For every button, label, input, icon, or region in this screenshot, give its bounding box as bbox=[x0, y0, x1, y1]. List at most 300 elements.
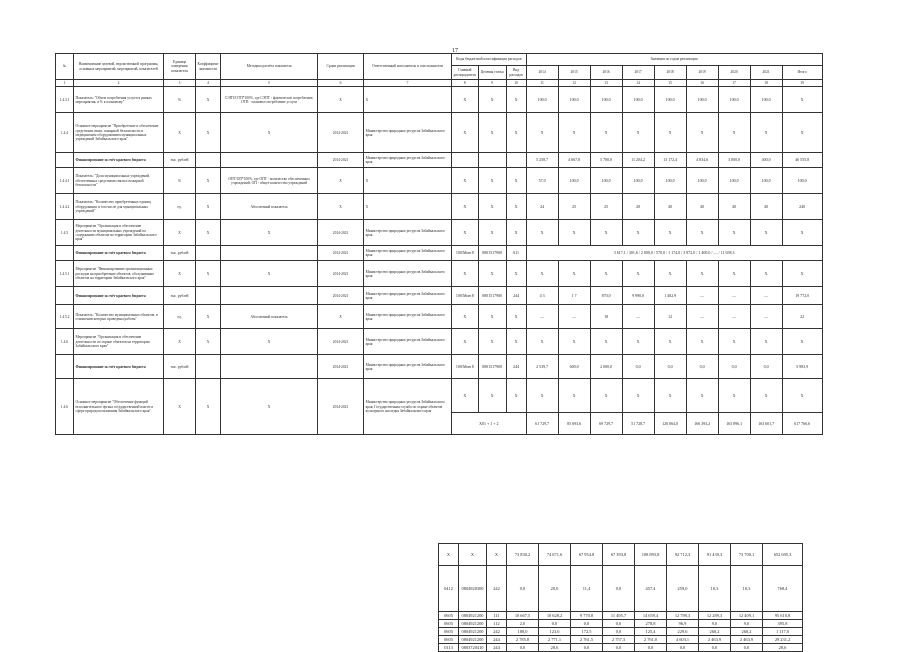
row-responsible: Министерство природных ресурсов Забайкальского края bbox=[364, 287, 452, 305]
sum-value-2018: 2 761,0 bbox=[635, 636, 667, 644]
row-number bbox=[56, 287, 74, 305]
row-coef: X bbox=[196, 220, 221, 246]
row-value-Итого: 22 bbox=[782, 305, 822, 329]
row-value-2016: X bbox=[590, 329, 622, 355]
column-number: 2 bbox=[74, 80, 164, 87]
table-row bbox=[56, 379, 823, 413]
sum-value-2020: 0,0 bbox=[699, 644, 731, 652]
table-row bbox=[56, 261, 823, 287]
sum-value-2020: 260,2 bbox=[699, 628, 731, 636]
row-value-2017: 100,0 bbox=[622, 87, 654, 113]
sum-value-2014: 2 785,8 bbox=[507, 636, 539, 644]
row-value-2018: 12 bbox=[654, 305, 686, 329]
row-value-Итого: X bbox=[782, 261, 822, 287]
table-row bbox=[56, 355, 823, 379]
sum-row bbox=[439, 612, 803, 620]
row-code-gr: 100/Мин 8 bbox=[452, 355, 479, 379]
table-row bbox=[56, 287, 823, 305]
sum-value-2014: 0,0 bbox=[507, 644, 539, 652]
row-value-2020: X bbox=[718, 220, 750, 246]
sum-code-gr: 0605 bbox=[439, 636, 459, 644]
row-code-vr: 611 bbox=[506, 246, 526, 261]
row-value-2021: X bbox=[750, 113, 782, 153]
row-code-cs: X bbox=[478, 113, 506, 153]
sum-row bbox=[439, 644, 803, 652]
column-number: 12 bbox=[558, 80, 590, 87]
table-row bbox=[56, 168, 823, 194]
row-responsible: Министерство природных ресурсов Забайкальского края bbox=[364, 113, 452, 153]
row-value-Итого: X bbox=[782, 87, 822, 113]
row-period: 2014-2021 bbox=[318, 287, 364, 305]
row-code-gr: X bbox=[452, 87, 479, 113]
row-period: 2014-2021 bbox=[318, 113, 364, 153]
sum-value-Итого: 29 231,2 bbox=[763, 636, 803, 644]
row-method: X bbox=[221, 379, 318, 435]
row-coef: X bbox=[196, 87, 221, 113]
row-coef: X bbox=[196, 305, 221, 329]
row-method bbox=[221, 153, 318, 168]
table-row bbox=[56, 220, 823, 246]
row-value-2015: X bbox=[558, 261, 590, 287]
row-code-cs: X bbox=[478, 220, 506, 246]
row-value-2015: 100,0 bbox=[558, 168, 590, 194]
header-year-3: 2017 bbox=[622, 66, 654, 80]
row-value-2015: 4 667,8 bbox=[558, 153, 590, 168]
row-value-2021: 40 bbox=[750, 194, 782, 220]
row-name: Мероприятие "Организация и обеспечение деятельности по охране объектов на территории Забайкальского края" bbox=[74, 329, 164, 355]
sum-value-2016: 0,0 bbox=[571, 620, 603, 628]
sum-code-vr: 242 bbox=[487, 566, 507, 612]
row-period: 2014-2021 bbox=[318, 355, 364, 379]
row-value-2016: 870,0 bbox=[590, 287, 622, 305]
row-value-2015: X bbox=[558, 329, 590, 355]
table-row bbox=[56, 305, 823, 329]
header-budget-code-2: Вид расходов bbox=[506, 66, 526, 80]
sum-value-2019: 92 712,3 bbox=[667, 544, 699, 566]
sum-code-vr: X bbox=[487, 544, 507, 566]
row-value-2018: X bbox=[654, 329, 686, 355]
sum-value-2015: 2 771,1 bbox=[539, 636, 571, 644]
row-code-vr: X bbox=[506, 194, 526, 220]
row-method bbox=[221, 246, 318, 261]
row-value-Итого: 5 983,9 bbox=[782, 355, 822, 379]
page-number: 17 bbox=[452, 48, 458, 54]
sum-value-2019: 229,6 bbox=[667, 628, 699, 636]
sum-value-2016: 11,4 bbox=[571, 566, 603, 612]
header-budget-code-0: Главный распорядитель bbox=[452, 66, 479, 80]
row-value-2018: 100,0 bbox=[654, 168, 686, 194]
row-value-2021: 0,0 bbox=[750, 355, 782, 379]
table-row bbox=[56, 194, 823, 220]
row-unit: тыс. рублей bbox=[164, 153, 196, 168]
sum-value-2018: 457,4 bbox=[635, 566, 667, 612]
row-value-2021: — bbox=[750, 287, 782, 305]
sum-code-gr: X bbox=[439, 544, 459, 566]
header-year-5: 2019 bbox=[686, 66, 718, 80]
row-value-2018: 13 172,4 bbox=[654, 153, 686, 168]
row-number: 1.4.6 bbox=[56, 379, 74, 435]
row-value-2015: 25 bbox=[558, 194, 590, 220]
row-value-2017: X bbox=[622, 261, 654, 287]
row-value-2018: X bbox=[654, 379, 686, 413]
sum-code-gr: 0605 bbox=[439, 628, 459, 636]
header-year-2: 2016 bbox=[590, 66, 622, 80]
row-responsible: Министерство природных ресурсов Забайкальского края bbox=[364, 329, 452, 355]
sum-code-vr: 244 bbox=[487, 636, 507, 644]
sum-value-2020: 91 439,3 bbox=[699, 544, 731, 566]
row-coef: X bbox=[196, 168, 221, 194]
subrow-codes: X01 + 1 + 2 bbox=[452, 413, 527, 435]
sum-value-2014: 0,0 bbox=[507, 566, 539, 612]
row-coef bbox=[196, 355, 221, 379]
row-code-gr: X bbox=[452, 168, 479, 194]
row-value-2020: — bbox=[718, 305, 750, 329]
sum-value-2020: 10,3 bbox=[699, 566, 731, 612]
row-value-2018: 100,0 bbox=[654, 87, 686, 113]
row-value-2017: 9 990,0 bbox=[622, 287, 654, 305]
sum-value-2019: 96,9 bbox=[667, 620, 699, 628]
row-unit: тыс. рублей bbox=[164, 246, 196, 261]
row-code-gr: X bbox=[452, 113, 479, 153]
row-value-Итого: X bbox=[782, 113, 822, 153]
column-number: 6 bbox=[318, 80, 364, 87]
row-code-cs: 0801517900 bbox=[478, 355, 506, 379]
column-number: 4 bbox=[196, 80, 221, 87]
row-period: 2014-2021 bbox=[318, 220, 364, 246]
row-code-gr: X bbox=[452, 261, 479, 287]
sum-value-2021: 0,0 bbox=[731, 644, 763, 652]
table-row bbox=[56, 246, 823, 261]
row-value-2019: — bbox=[686, 287, 718, 305]
row-code-gr: 100/Мин 8 bbox=[452, 287, 479, 305]
sum-value-2016: 172,5 bbox=[571, 628, 603, 636]
row-coef: X bbox=[196, 113, 221, 153]
row-value-2020: X bbox=[718, 261, 750, 287]
row-unit: ед. bbox=[164, 305, 196, 329]
row-period: X bbox=[318, 168, 364, 194]
sum-value-2019: 12 789,3 bbox=[667, 612, 699, 620]
row-value-2019: X bbox=[686, 379, 718, 413]
header-budget-code: Коды бюджетной классификации расходов bbox=[452, 54, 527, 66]
row-value-2018: 40 bbox=[654, 194, 686, 220]
sum-code-cs: 0804921200 bbox=[459, 620, 487, 628]
sum-value-2016: 67 954,8 bbox=[571, 544, 603, 566]
row-responsible: X bbox=[364, 168, 452, 194]
sum-code-cs: 0804921200 bbox=[459, 628, 487, 636]
row-unit: X bbox=[164, 113, 196, 153]
row-number bbox=[56, 355, 74, 379]
row-code-cs: X bbox=[478, 194, 506, 220]
sum-value-2021: 260,2 bbox=[731, 628, 763, 636]
sum-value-2021: 73 700,1 bbox=[731, 544, 763, 566]
sum-value-2019: 4 603,1 bbox=[667, 636, 699, 644]
row-number: 1.4.3.1 bbox=[56, 87, 74, 113]
sum-value-Итого: 395,8 bbox=[763, 620, 803, 628]
row-value-2020: 100,0 bbox=[718, 87, 750, 113]
sum-value-2018: 14 659,4 bbox=[635, 612, 667, 620]
sum-value-Итого: 768,4 bbox=[763, 566, 803, 612]
row-name: Показатель: "Количество муниципальных объектов, в отношении которых проведены работы" bbox=[74, 305, 164, 329]
row-code-cs: X bbox=[478, 261, 506, 287]
row-value-2021: 100,0 bbox=[750, 168, 782, 194]
header-year-8: Итого bbox=[782, 66, 822, 80]
row-value-2017: 0,0 bbox=[622, 355, 654, 379]
row-code-gr: 100/Мин 8 bbox=[452, 246, 479, 261]
row-value-2014: X bbox=[526, 379, 558, 413]
row-code-vr bbox=[506, 153, 526, 168]
row-value-2014: — bbox=[526, 305, 558, 329]
row-code-cs: X bbox=[478, 305, 506, 329]
row-method: X bbox=[221, 113, 318, 153]
row-value-Итого: 46 555,8 bbox=[782, 153, 822, 168]
row-value-2020: 100,0 bbox=[718, 168, 750, 194]
row-method: ОПТ/ОП*100%, где ОПТ - количество обеспеченных учреждений; ОП - общее количество учреждений bbox=[221, 168, 318, 194]
row-code-gr bbox=[452, 153, 479, 168]
sum-value-2020: 2 463,9 bbox=[699, 636, 731, 644]
sum-code-cs: 0803720410 bbox=[459, 644, 487, 652]
row-responsible: Министерство природных ресурсов Забайкальского края bbox=[364, 153, 452, 168]
header-year-1: 2015 bbox=[558, 66, 590, 80]
row-value-Итого: X bbox=[782, 379, 822, 413]
sum-value-2017: 2 757,3 bbox=[603, 636, 635, 644]
row-value-2016: 25 bbox=[590, 194, 622, 220]
row-code-vr: X bbox=[506, 379, 526, 413]
row-number: 1.4.5.2 bbox=[56, 305, 74, 329]
row-responsible: X bbox=[364, 87, 452, 113]
header-year-6: 2020 bbox=[718, 66, 750, 80]
row-code-vr: X bbox=[506, 305, 526, 329]
row-code-vr: X bbox=[506, 220, 526, 246]
row-value-2014: 100,0 bbox=[526, 87, 558, 113]
subrow-value-2020: 163 896,1 bbox=[718, 413, 750, 435]
sum-value-2019: 0,0 bbox=[667, 644, 699, 652]
row-value-2019: 100,0 bbox=[686, 87, 718, 113]
row-value-2018: 0,0 bbox=[654, 355, 686, 379]
row-value-2015: 100,0 bbox=[558, 87, 590, 113]
row-coef bbox=[196, 153, 221, 168]
row-value-2018: X bbox=[654, 261, 686, 287]
row-value-2016: X bbox=[590, 379, 622, 413]
sum-value-2014: 2,0 bbox=[507, 620, 539, 628]
row-name: Финансирование за счёт краевого бюджета bbox=[74, 246, 164, 261]
column-number: 7 bbox=[364, 80, 452, 87]
row-period: X bbox=[318, 194, 364, 220]
sum-code-cs: X bbox=[459, 544, 487, 566]
row-value-Итого: 240 bbox=[782, 194, 822, 220]
sum-value-2015: 28,6 bbox=[539, 644, 571, 652]
column-number: 14 bbox=[622, 80, 654, 87]
row-unit: тыс. рублей bbox=[164, 355, 196, 379]
row-number: 1.4.4.1 bbox=[56, 168, 74, 194]
sum-value-2016: 2 761,5 bbox=[571, 636, 603, 644]
row-value-2014: 24 bbox=[526, 194, 558, 220]
sum-value-2014: 188,0 bbox=[507, 628, 539, 636]
row-code-cs: X bbox=[478, 168, 506, 194]
sum-code-cs: 0804921200 bbox=[459, 636, 487, 644]
subrow-value-2018: 120 064,0 bbox=[654, 413, 686, 435]
column-number: 3 bbox=[164, 80, 196, 87]
sum-value-2017: 67 393,8 bbox=[603, 544, 635, 566]
column-number: 17 bbox=[718, 80, 750, 87]
row-value-2014: 57,0 bbox=[526, 168, 558, 194]
header-year-0: 2014 bbox=[526, 66, 558, 80]
row-value-2019: X bbox=[686, 220, 718, 246]
sum-value-2021: 2 463,9 bbox=[731, 636, 763, 644]
row-name: Финансирование за счёт краевого бюджета bbox=[74, 153, 164, 168]
row-coef: X bbox=[196, 329, 221, 355]
row-name: Мероприятие "Организация и обеспечение деятельности муниципальных учреждений по содержанию объектов на территории Забайкальского края" bbox=[74, 220, 164, 246]
sum-value-2017: 0,0 bbox=[603, 628, 635, 636]
budget-table bbox=[55, 53, 823, 435]
row-value-2017: 100,0 bbox=[622, 168, 654, 194]
row-value-2014: 2 539,7 bbox=[526, 355, 558, 379]
row-value-2021: 100,0 bbox=[750, 87, 782, 113]
sum-value-2017: 0,0 bbox=[603, 620, 635, 628]
row-value-2014: 5 258,7 bbox=[526, 153, 558, 168]
row-unit: X bbox=[164, 329, 196, 355]
sum-value-Итого: 652 695,3 bbox=[763, 544, 803, 566]
sum-value-2017: 11 495,7 bbox=[603, 612, 635, 620]
row-value-2016: 100,0 bbox=[590, 87, 622, 113]
row-value-2014: X bbox=[526, 329, 558, 355]
row-value-2021: 400,0 bbox=[750, 153, 782, 168]
row-name: Показатель: "Доля муниципальных учреждений, обеспеченных средствами связи и пожарной безопасности" bbox=[74, 168, 164, 194]
sum-value-2018: 125,4 bbox=[635, 628, 667, 636]
row-value-2019: — bbox=[686, 305, 718, 329]
subrow-value-2021: 163 601,7 bbox=[750, 413, 782, 435]
row-value-2017: X bbox=[622, 379, 654, 413]
totals-row bbox=[439, 544, 803, 566]
row-value-Итого: 19 772,0 bbox=[782, 287, 822, 305]
row-code-cs: 0801517900 bbox=[478, 287, 506, 305]
sum-value-2015: 123,6 bbox=[539, 628, 571, 636]
row-coef bbox=[196, 246, 221, 261]
row-number: 1.4.5 bbox=[56, 220, 74, 246]
row-code-cs bbox=[478, 153, 506, 168]
row-value-2021: X bbox=[750, 220, 782, 246]
sum-value-2015: 20,0 bbox=[539, 566, 571, 612]
row-name: Основное мероприятие "Обеспечение функций исполнительного органа государственной власти в сфере природопользования Забайкальского края" bbox=[74, 379, 164, 435]
column-number: 8 bbox=[452, 80, 479, 87]
row-value-2018: 1 402,9 bbox=[654, 287, 686, 305]
table-row bbox=[56, 87, 823, 113]
row-period: 2014-2021 bbox=[318, 379, 364, 435]
row-value-2017: 11 204,2 bbox=[622, 153, 654, 168]
row-method: X bbox=[221, 329, 318, 355]
row-responsible: Министерство природных ресурсов Забайкальского края; Государственная служба по охране объектов культурного наследия Забайкальского края bbox=[364, 379, 452, 435]
subrow-value-Итого: 617 766,6 bbox=[782, 413, 822, 435]
row-unit: X bbox=[164, 220, 196, 246]
row-method bbox=[221, 355, 318, 379]
row-number: 1.4.4.2 bbox=[56, 194, 74, 220]
sum-value-Итого: 28,6 bbox=[763, 644, 803, 652]
row-value-2016: 2 000,0 bbox=[590, 355, 622, 379]
row-value-2017: X bbox=[622, 113, 654, 153]
row-value-2020: 0,0 bbox=[718, 355, 750, 379]
row-code-gr: X bbox=[452, 305, 479, 329]
column-number: 5 bbox=[221, 80, 318, 87]
row-responsible: Министерство природных ресурсов Забайкальского края bbox=[364, 261, 452, 287]
header-period: Сроки реализации bbox=[318, 54, 364, 80]
row-period: 2014-2021 bbox=[318, 246, 364, 261]
sum-value-2014: 10 667,5 bbox=[507, 612, 539, 620]
row-code-cs: X bbox=[478, 87, 506, 113]
row-value-2015: 1 7 bbox=[558, 287, 590, 305]
row-period: 2014-2021 bbox=[318, 261, 364, 287]
row-name: Мероприятие "Финансирование организационных расходов на приобретение объектов, обслуживание объектов на территории Забайкальского края" bbox=[74, 261, 164, 287]
row-value-2020: X bbox=[718, 113, 750, 153]
subrow-value-2014: 61 729,7 bbox=[526, 413, 558, 435]
sum-value-2016: 0,0 bbox=[571, 644, 603, 652]
sum-value-2017: 0,0 bbox=[603, 644, 635, 652]
row-name: Показатель: "Количество приобретенных единиц оборудования, в том числе для муниципальных учреждений" bbox=[74, 194, 164, 220]
sum-row bbox=[439, 620, 803, 628]
row-code-cs: X bbox=[478, 329, 506, 355]
row-value-2021: X bbox=[750, 261, 782, 287]
sum-value-2021: 10,3 bbox=[731, 566, 763, 612]
row-code-vr: X bbox=[506, 87, 526, 113]
row-method bbox=[221, 287, 318, 305]
column-number: 10 bbox=[506, 80, 526, 87]
row-responsible: Министерство природных ресурсов Забайкальского края bbox=[364, 246, 452, 261]
row-name: Основное мероприятие "Приобретение и обеспечение средствами связи, пожарной безопасности и медицинским оборудованием муниципальных учреждений Забайкальского края" bbox=[74, 113, 164, 153]
sum-code-gr: 0605 bbox=[439, 612, 459, 620]
row-coef bbox=[196, 287, 221, 305]
header-years-group: Значения по годам реализации bbox=[526, 54, 822, 66]
column-number: 16 bbox=[686, 80, 718, 87]
row-responsible: Министерство природных ресурсов Забайкальского края bbox=[364, 355, 452, 379]
row-unit: X bbox=[164, 379, 196, 435]
row-value-2020: X bbox=[718, 329, 750, 355]
column-number: 1 bbox=[56, 80, 74, 87]
sum-code-cs: 0804921200 bbox=[459, 612, 487, 620]
row-value-2019: X bbox=[686, 261, 718, 287]
sum-value-2017: 0,0 bbox=[603, 566, 635, 612]
row-code-vr: X bbox=[506, 113, 526, 153]
column-number: 9 bbox=[478, 80, 506, 87]
row-name: Показатель: "Объем потребления услуги в рамках мероприятия, в % к плановому" bbox=[74, 87, 164, 113]
sum-value-2020: 9,0 bbox=[699, 620, 731, 628]
sum-code-vr: 111 bbox=[487, 612, 507, 620]
sum-value-2018: 0,0 bbox=[635, 644, 667, 652]
sum-value-2014: 73 830,2 bbox=[507, 544, 539, 566]
row-number bbox=[56, 153, 74, 168]
row-period: 2014-2021 bbox=[318, 153, 364, 168]
row-value-2021: — bbox=[750, 305, 782, 329]
sum-code-gr: 0113 bbox=[439, 644, 459, 652]
sum-value-2018: 278,8 bbox=[635, 620, 667, 628]
row-unit: ед. bbox=[164, 194, 196, 220]
row-value-2017: — bbox=[622, 305, 654, 329]
row-period: X bbox=[318, 87, 364, 113]
codes-row bbox=[439, 566, 803, 612]
row-period: 2014-2021 bbox=[318, 329, 364, 355]
row-unit: % bbox=[164, 168, 196, 194]
row-value-2018: X bbox=[654, 113, 686, 153]
column-number: 11 bbox=[526, 80, 558, 87]
row-code-gr: X bbox=[452, 329, 479, 355]
row-value-2016: X bbox=[590, 113, 622, 153]
row-value-2014: 4 3 bbox=[526, 287, 558, 305]
sum-value-2021: 9,0 bbox=[731, 620, 763, 628]
row-value-2020: 40 bbox=[718, 194, 750, 220]
sum-table bbox=[438, 543, 803, 652]
row-number: 1.4.4 bbox=[56, 113, 74, 153]
row-responsible: Министерство природных ресурсов Забайкальского края bbox=[364, 305, 452, 329]
row-value-Итого: X bbox=[782, 329, 822, 355]
row-coef: X bbox=[196, 379, 221, 435]
row-responsible: X bbox=[364, 194, 452, 220]
